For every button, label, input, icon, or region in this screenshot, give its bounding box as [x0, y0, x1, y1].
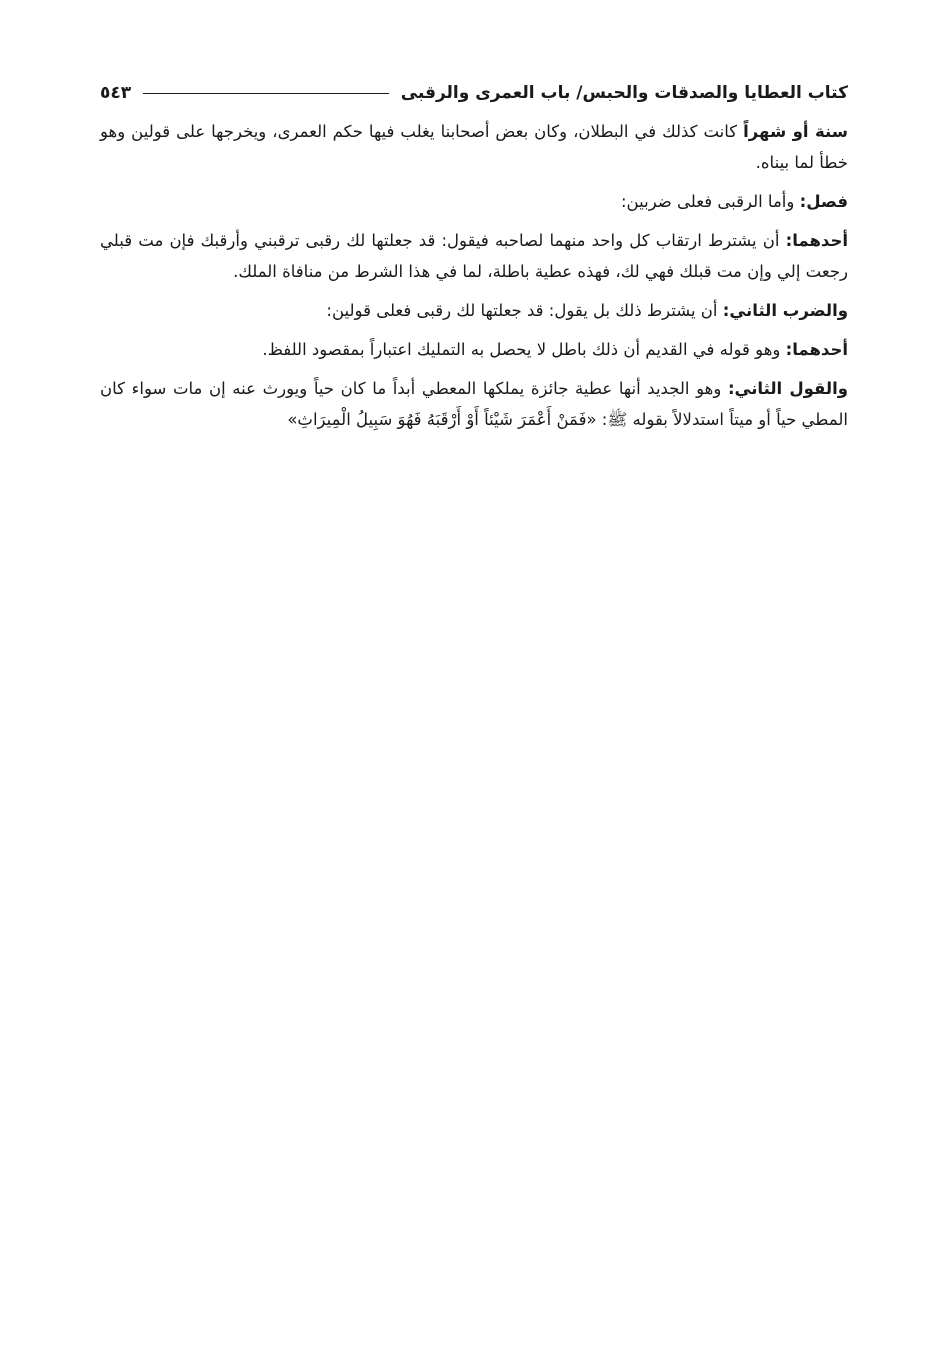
running-header: [100, 80, 848, 106]
paragraph-first-opinion: [100, 334, 848, 365]
paragraph-text: وأما الرقبى فعلى ضربين:: [621, 192, 800, 211]
paragraph-lead: فصل:: [799, 192, 848, 211]
paragraph-bold-start: سنة أو شهراً: [743, 122, 848, 141]
paragraph-fasl: [100, 186, 848, 217]
paragraph-text: وهو الجديد أنها عطية جائزة يملكها المعطي أبداً ما كان حياً ويورث عنه إن مات سواء كان المطي حياً أو ميتاً استدلالاً بقوله ﷺ: «فَمَنْ أَعْمَرَ شَيْئاً أَوْ أَرْقَبَهُ فَهُوَ سَبِيلُ الْمِيرَاثِ»: [100, 379, 848, 429]
paragraph-second-type: [100, 295, 848, 326]
paragraph-second-opinion: [100, 373, 848, 435]
paragraph-text: أن يشترط ارتقاب كل واحد منهما لصاحبه فيقول: قد جعلتها لك رقبى ترقبني وأرقبك فإن مت قبلي رجعت إلي وإن مت قبلك فهي لك، فهذه عطية باطلة، لما في هذا الشرط من منافاة الملك.: [100, 231, 848, 281]
paragraph-lead: والضرب الثاني:: [722, 301, 848, 320]
page-number: ٥٤٣: [100, 83, 132, 103]
chapter-title: كتاب العطايا والصدقات والحبس/ باب العمرى والرقبى: [400, 83, 848, 103]
paragraph-lead: والقول الثاني:: [727, 379, 848, 398]
paragraph-lead: أحدهما:: [785, 231, 848, 250]
paragraph-text: كانت كذلك في البطلان، وكان بعض أصحابنا يغلب فيها حكم العمرى، ويخرجها على قولين وهو خطأ لما بيناه.: [100, 122, 848, 172]
paragraph-lead: أحدهما:: [785, 340, 848, 359]
paragraph-text: وهو قوله في القديم أن ذلك باطل لا يحصل به التمليك اعتباراً بمقصود اللفظ.: [262, 340, 786, 359]
paragraph-first-type: [100, 225, 848, 287]
paragraph-continuation: [100, 116, 848, 178]
header-rule: [143, 93, 389, 94]
paragraph-text: أن يشترط ذلك بل يقول: قد جعلتها لك رقبى فعلى قولين:: [326, 301, 723, 320]
body-text: [100, 116, 848, 443]
